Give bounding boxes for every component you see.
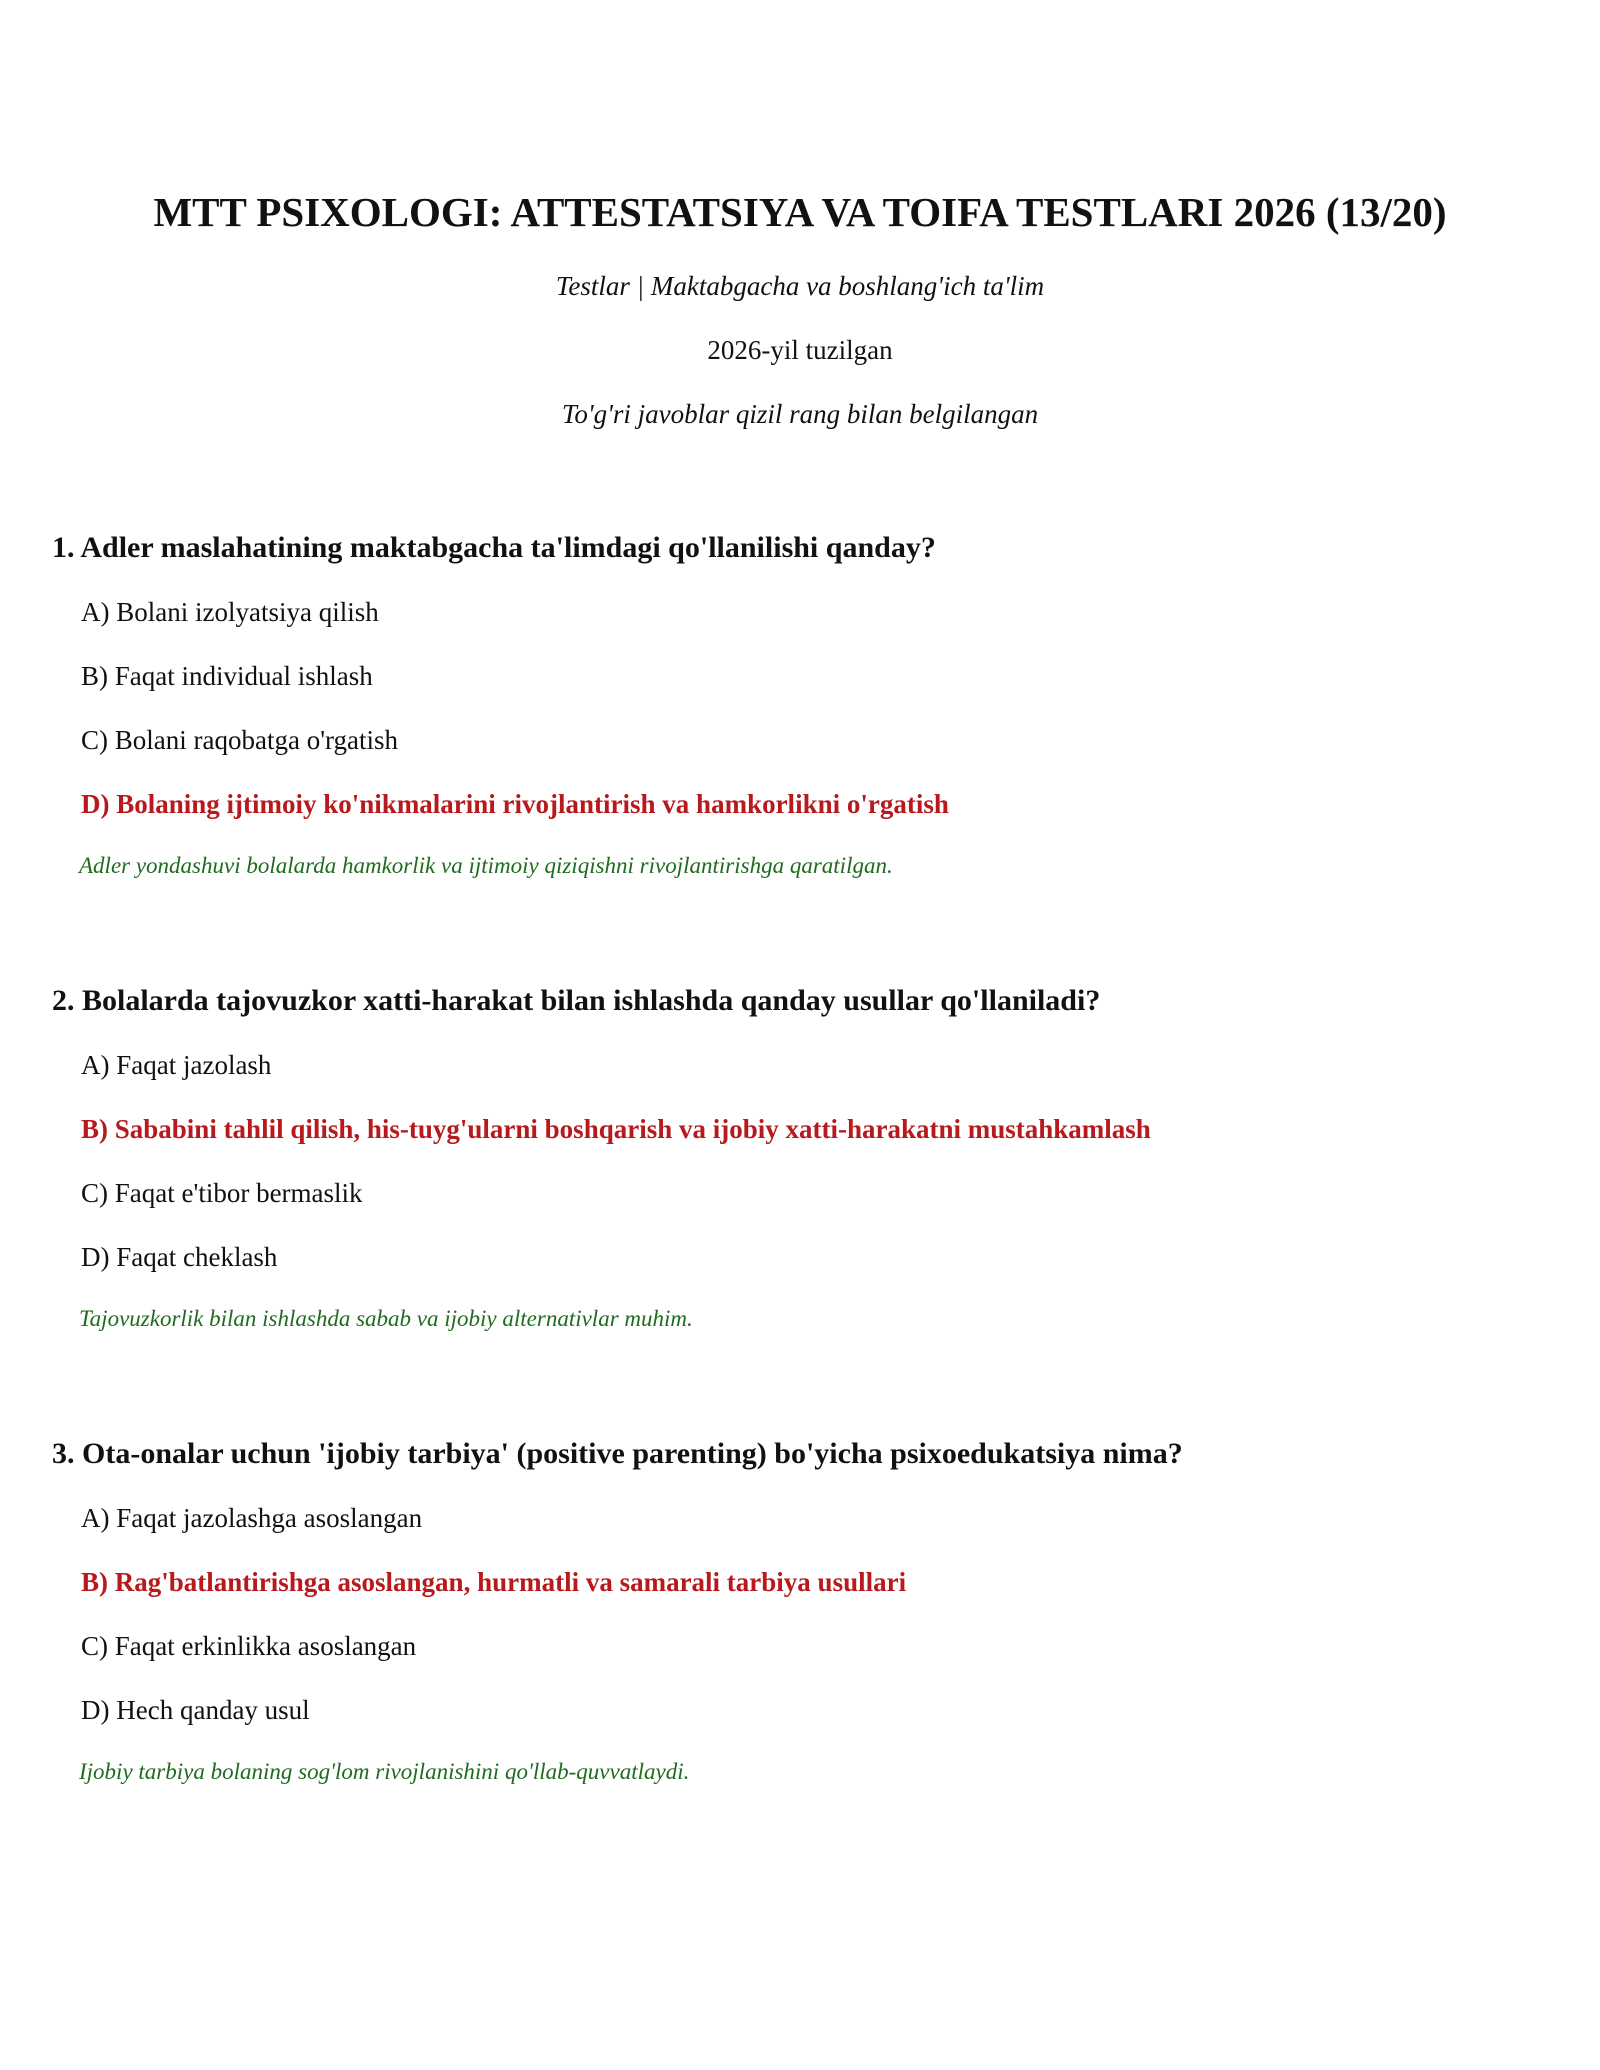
year-subtitle: 2026-yil tuzilgan (707, 335, 893, 365)
option-a: A) Bolani izolyatsiya qilish (81, 597, 379, 627)
question-3 (52, 1434, 1552, 1788)
option-d: D) Faqat cheklash (81, 1242, 278, 1272)
option-d: D) Hech qanday usul (81, 1695, 310, 1725)
option-a: A) Faqat jazolash (81, 1050, 272, 1080)
question-1 (52, 528, 1552, 882)
question-text: 1. Adler maslahatining maktabgacha ta'limdagi qo'llanilishi qanday? (52, 531, 936, 564)
options-list (52, 594, 1552, 822)
explanation: Ijobiy tarbiya bolaning sog'lom rivojlanishini qo'llab-quvvatlaydi. (79, 1759, 690, 1784)
category-subtitle: Testlar | Maktabgacha va boshlang'ich ta'lim (555, 271, 1045, 301)
options-list (52, 1500, 1552, 1728)
question-2 (52, 981, 1552, 1335)
option-a: A) Faqat jazolashga asoslangan (81, 1503, 423, 1533)
explanation: Tajovuzkorlik bilan ishlashda sabab va ijobiy alternativlar muhim. (79, 1306, 693, 1331)
option-b-correct: B) Sababini tahlil qilish, his-tuyg'ularni boshqarish va ijobiy xatti-harakatni mustahkamlash (81, 1114, 1151, 1144)
question-text: 3. Ota-onalar uchun 'ijobiy tarbiya' (positive parenting) bo'yicha psixoedukatsiya nima? (52, 1437, 1183, 1470)
legend-note: To'g'ri javoblar qizil rang bilan belgilangan (561, 399, 1039, 429)
page-title: MTT PSIXOLOGI: ATTESTATSIYA VA TOIFA TESTLARI 2026 (13/20) (153, 189, 1447, 235)
explanation: Adler yondashuvi bolalarda hamkorlik va ijtimoiy qiziqishni rivojlantirishga qaratilgan. (79, 853, 893, 878)
option-c: C) Faqat erkinlikka asoslangan (81, 1631, 417, 1661)
option-c: C) Bolani raqobatga o'rgatish (81, 725, 399, 755)
option-b-correct: B) Rag'batlantirishga asoslangan, hurmatli va samarali tarbiya usullari (81, 1567, 907, 1597)
option-c: C) Faqat e'tibor bermaslik (81, 1178, 363, 1208)
option-d-correct: D) Bolaning ijtimoiy ko'nikmalarini rivojlantirish va hamkorlikni o'rgatish (81, 789, 949, 819)
option-b: B) Faqat individual ishlash (81, 661, 373, 691)
options-list (52, 1047, 1552, 1275)
question-text: 2. Bolalarda tajovuzkor xatti-harakat bilan ishlashda qanday usullar qo'llaniladi? (52, 984, 1101, 1017)
